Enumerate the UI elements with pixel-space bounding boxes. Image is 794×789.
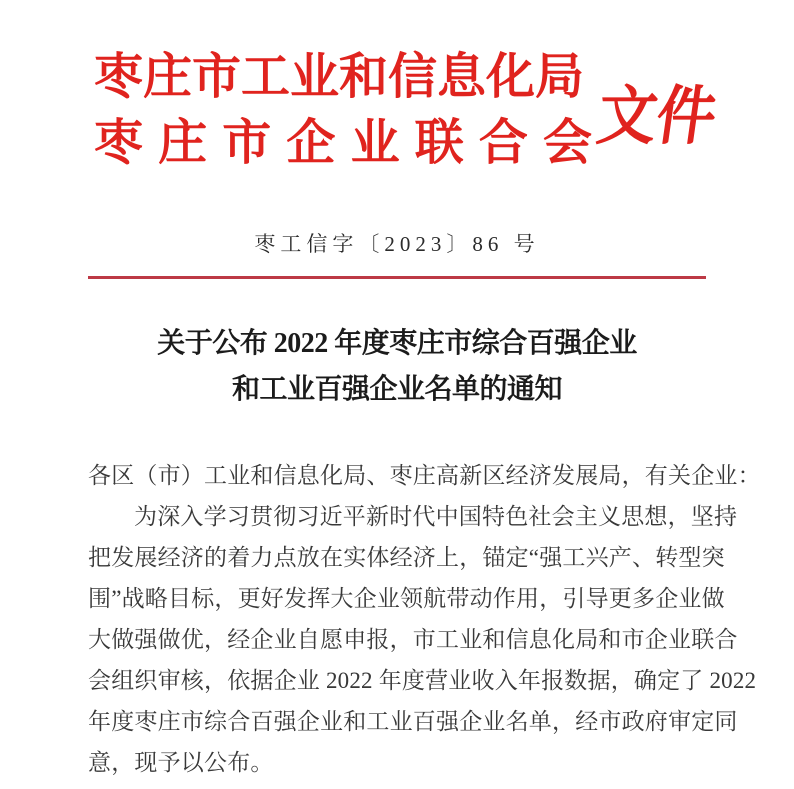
body-line: 意，现予以公布。 [88, 750, 274, 775]
body-line: 为深入学习贯彻习近平新时代中国特色社会主义思想，坚持 [134, 504, 738, 529]
body-line: 把发展经济的着力点放在实体经济上，锚定“强工兴产、转型突 [88, 545, 725, 570]
org-name-line-2: 枣庄市企业联合会 [94, 115, 592, 170]
document-number: 枣工信字〔2023〕86 号 [254, 232, 540, 256]
salutation-line: 各区（市）工业和信息化局、枣庄高新区经济发展局，有关企业： [88, 463, 761, 488]
body-line: 围”战略目标，更好发挥大企业领航带动作用，引导更多企业做 [88, 586, 725, 611]
document-title [0, 321, 794, 413]
body-line: 会组织审核，依据企业 2022 年度营业收入年报数据，确定了 2022 [88, 668, 757, 693]
org-name-line-1: 枣庄市工业和信息化局 [94, 49, 585, 104]
title-line-2: 和工业百强企业名单的通知 [231, 374, 562, 405]
letterhead [0, 0, 794, 176]
doc-type-label: 文件 [593, 81, 721, 152]
issuing-org-names [94, 44, 592, 176]
body-line: 大做强做优，经企业自愿申报，市工业和信息化局和市企业联合 [88, 627, 738, 652]
document-body [88, 455, 761, 783]
body-line: 年度枣庄市综合百强企业和工业百强企业名单，经市政府审定同 [88, 709, 738, 734]
red-divider-line [88, 276, 706, 279]
title-line-1: 关于公布 2022 年度枣庄市综合百强企业 [157, 328, 637, 359]
